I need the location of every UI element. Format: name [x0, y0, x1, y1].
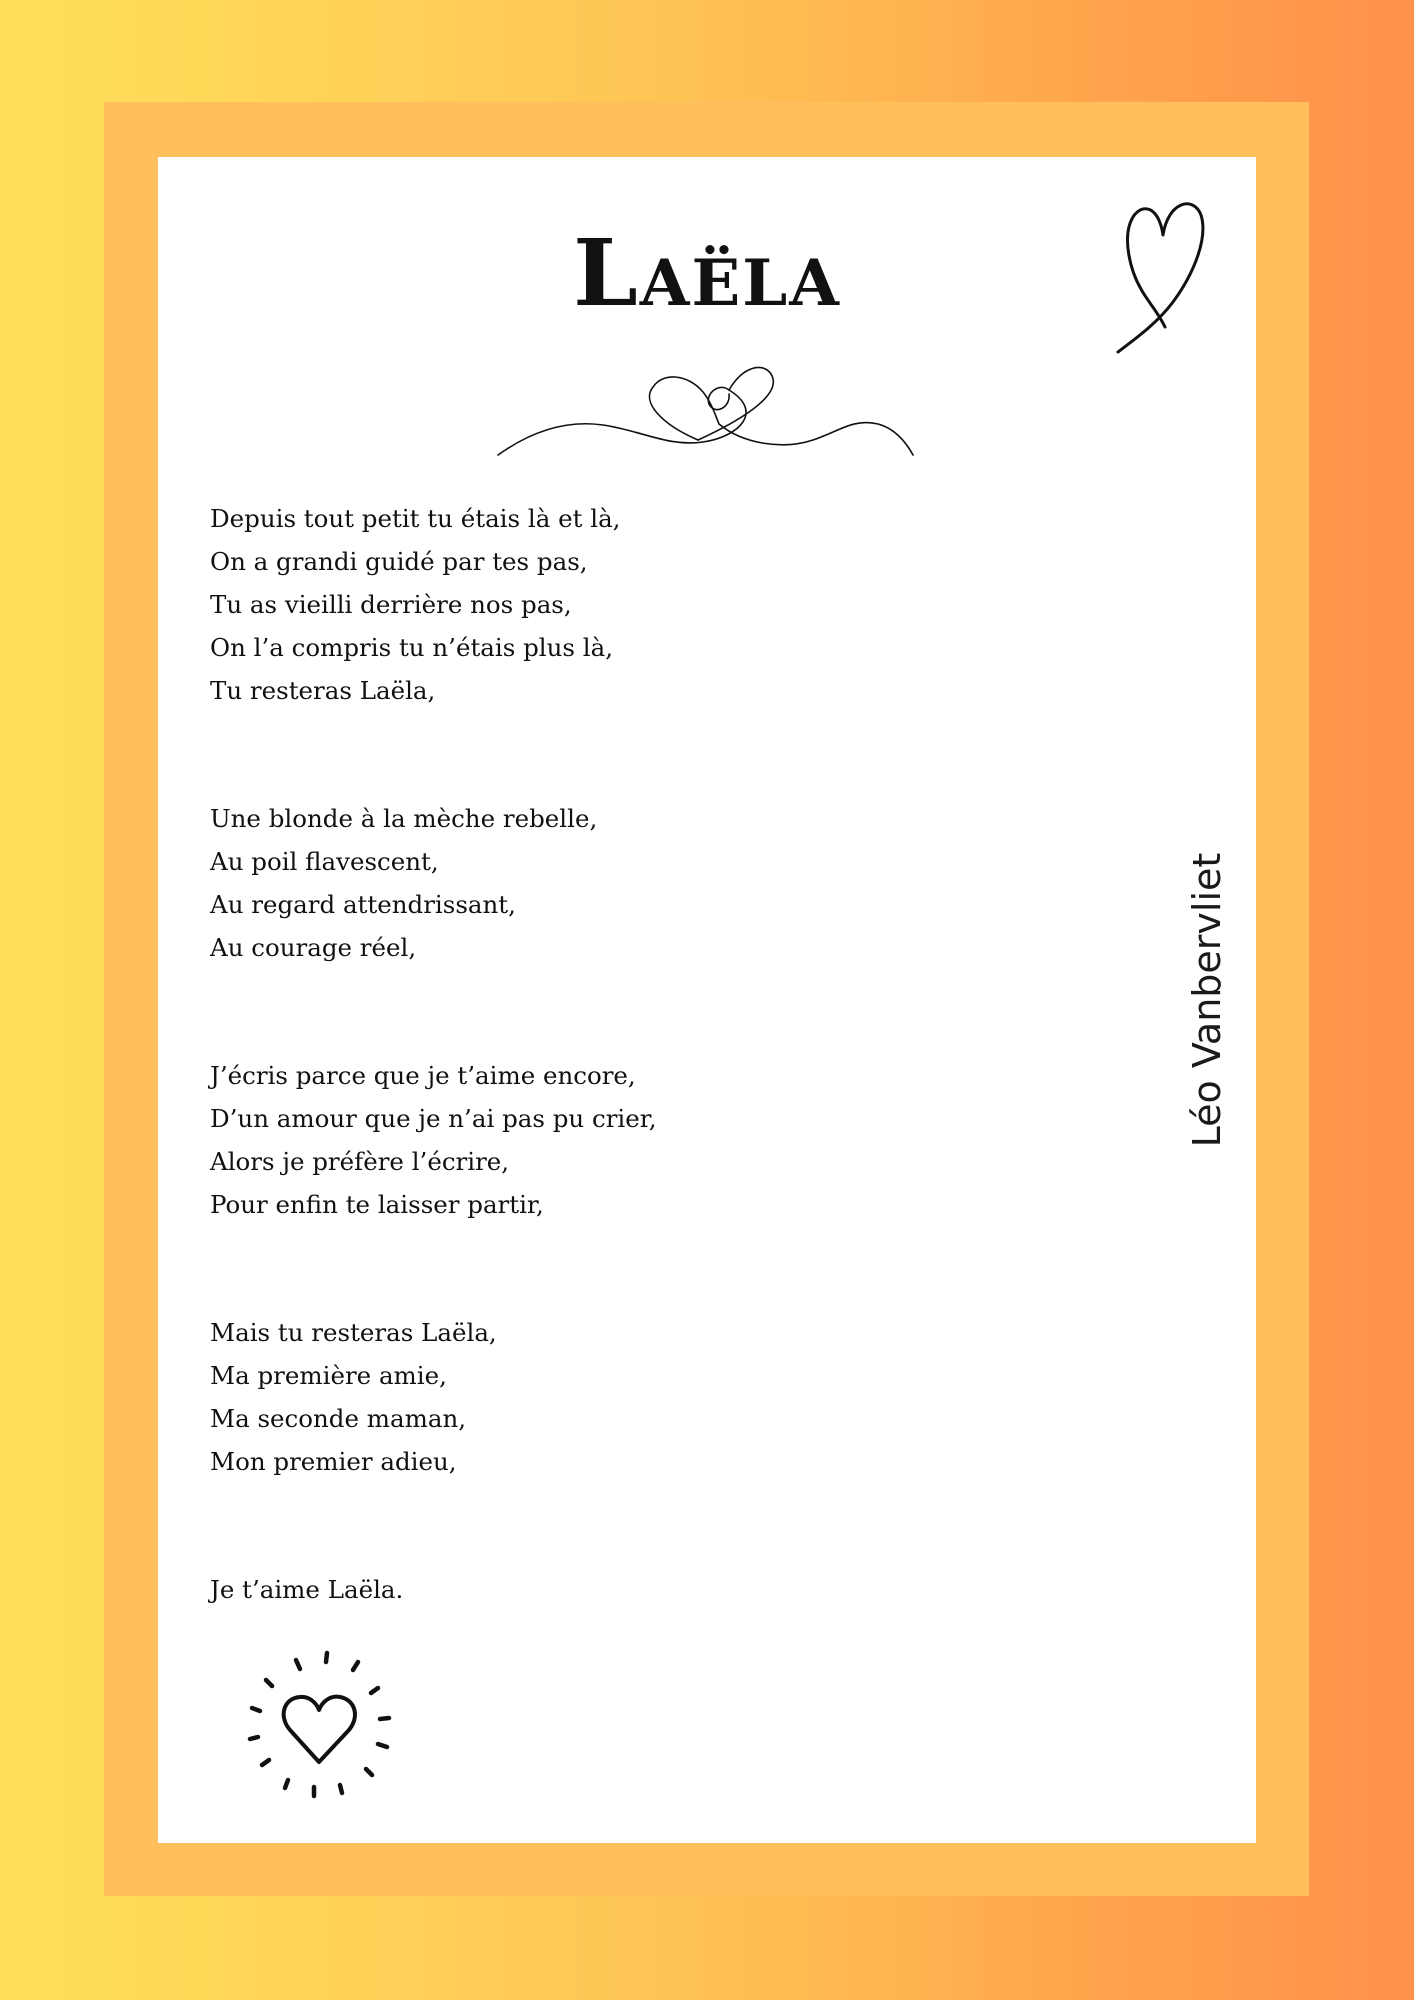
poem-line: Au regard attendrissant,: [210, 890, 516, 919]
poem-closing-line: Je t’aime Laëla.: [210, 1575, 404, 1604]
heart-outline-icon: [1113, 197, 1208, 357]
poem-body: [210, 497, 1010, 1611]
stanza: [210, 1311, 1010, 1483]
poem-line: On a grandi guidé par tes pas,: [210, 547, 588, 576]
poem-line: Au courage réel,: [210, 933, 417, 962]
poem-line: Ma seconde maman,: [210, 1404, 467, 1433]
poem-line: Au poil flavescent,: [210, 847, 439, 876]
poem-line: Tu as vieilli derrière nos pas,: [210, 590, 572, 619]
poem-line: Une blonde à la mèche rebelle,: [210, 804, 598, 833]
stanza: [210, 1054, 1010, 1226]
stanza: [210, 497, 1010, 712]
poem-line: Pour enfin te laisser partir,: [210, 1190, 544, 1219]
stanza: [210, 797, 1010, 969]
poem-line: Tu resteras Laëla,: [210, 676, 436, 705]
poem-line: Mon premier adieu,: [210, 1447, 457, 1476]
heart-swirl-icon: [493, 352, 918, 462]
poem-card: [158, 157, 1256, 1843]
poem-title: Laëla: [573, 219, 841, 327]
radiant-heart-icon: [232, 1640, 407, 1815]
poem-line: Mais tu resteras Laëla,: [210, 1318, 497, 1347]
poem-line: D’un amour que je n’ai pas pu crier,: [210, 1104, 657, 1133]
poem-line: Alors je préfère l’écrire,: [210, 1147, 510, 1176]
stanza: [210, 1568, 1010, 1611]
author-name: Léo Vanbervliet: [1185, 852, 1229, 1148]
poem-line: Ma première amie,: [210, 1361, 447, 1390]
poem-line: J’écris parce que je t’aime encore,: [210, 1061, 636, 1090]
poem-line: Depuis tout petit tu étais là et là,: [210, 504, 621, 533]
poem-line: On l’a compris tu n’étais plus là,: [210, 633, 613, 662]
